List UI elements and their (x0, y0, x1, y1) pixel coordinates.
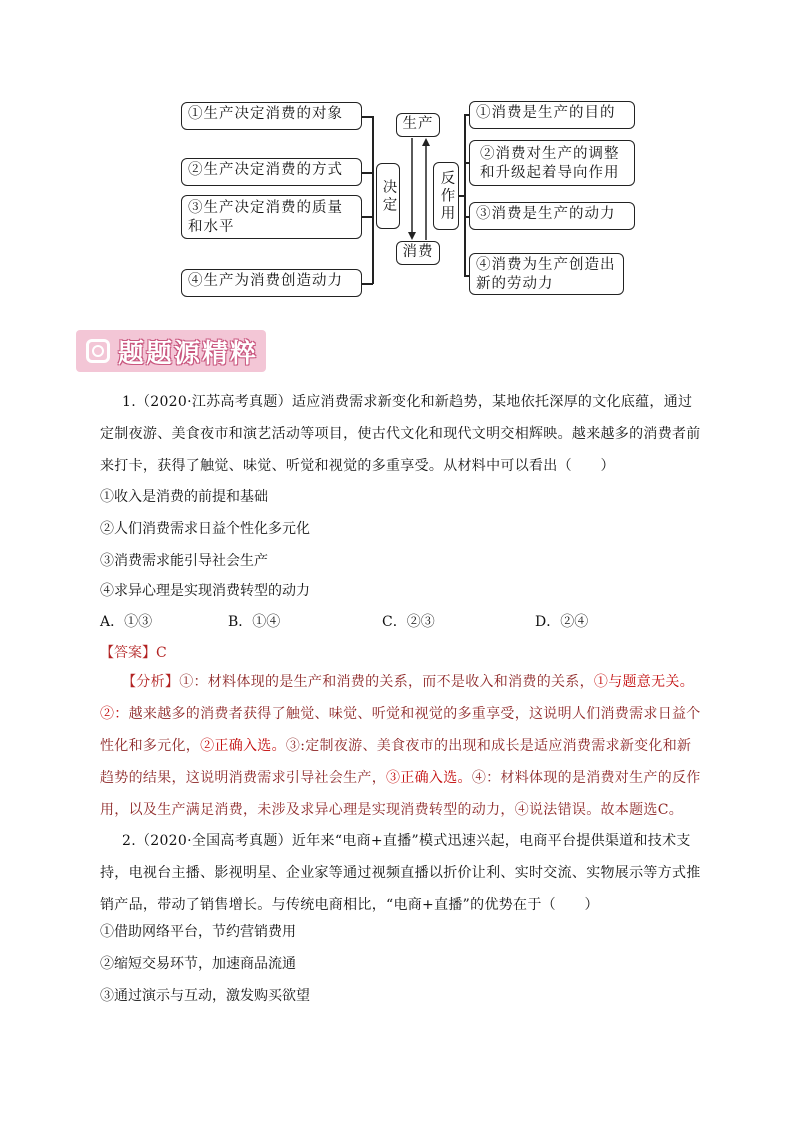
q1-choice-d: D．②④ (535, 614, 589, 630)
answer-label: 【答案】 (100, 645, 156, 661)
left-item-1: ①生产决定消费的对象 (181, 102, 362, 130)
production-box: 生产 (396, 113, 440, 137)
right-item-3: ③消费是生产的动力 (469, 202, 635, 230)
decide-label: 决定 (380, 178, 397, 214)
analysis-part-7: ④：材料体现的是消费对生产的反作用，以及生产满足消费，未涉及求异心理是实现消费转型的动力，④说法错误。故本题选C。 (100, 770, 701, 818)
q1-analysis (100, 666, 704, 826)
consumption-box: 消费 (396, 241, 440, 265)
q1-item-4: ④求异心理是实现消费转型的动力 (100, 583, 310, 599)
analysis-part-4: ②正确入选。 (200, 738, 286, 754)
reaction-label: 反作用 (438, 169, 455, 223)
answer-value: C (156, 645, 167, 661)
left-item-3-text: ③生产决定消费的质量和水平 (188, 200, 343, 235)
arrows (404, 136, 434, 242)
analysis-part-2: ①与题意无关。②： (100, 674, 695, 722)
q1-choice-a: A．①③ (100, 614, 153, 630)
q2-item-2: ②缩短交易环节，加速商品流通 (100, 956, 296, 972)
reaction-box (433, 162, 459, 230)
right-item-4 (469, 253, 624, 295)
question-1-stem: 1.（2020·江苏高考真题）适应消费需求新变化和新趋势，某地依托深厚的文化底蕴，通过定制夜游、美食夜市和演艺活动等项目，使古代文化和现代文明交相辉映。越来越多的消费者前来打卡，获得了触觉、味觉、听觉和视觉的多重享受。从材料中可以看出（ ） (100, 394, 701, 474)
q2-item-1: ①借助网络平台，节约营销费用 (100, 924, 296, 940)
analysis-part-3: 越来越多的消费者获得了触觉、味觉、听觉和视觉的多重享受，这说明人们消费需求日益个性化和多元化， (100, 706, 701, 754)
q1-item-1: ①收入是消费的前提和基础 (100, 489, 268, 505)
left-item-3 (181, 195, 362, 239)
right-item-2 (469, 140, 635, 186)
q1-item-2: ②人们消费需求日益个性化多元化 (100, 521, 310, 537)
analysis-label: 【分析】 (122, 674, 180, 690)
right-item-2-text: ②消费对生产的调整和升级起着导向作用 (480, 146, 620, 181)
question-2-stem: 2.（2020·全国高考真题）近年来“电商+直播”模式迅速兴起，电商平台提供渠道和技术支持，电视台主播、影视明星、企业家等通过视频直播以折价让利、实时交流、实物展示等方式推销产品，带动了销售增长。与传统电商相比，“电商+直播”的优势在于（ ） (100, 833, 701, 913)
analysis-part-6: ③正确入选。 (386, 770, 472, 786)
q2-item-3: ③通过演示与互动，激发购买欲望 (100, 988, 310, 1004)
q1-choice-c: C．②③ (382, 614, 435, 630)
right-item-4-text: ④消费为生产创造出新的劳动力 (476, 257, 616, 292)
right-item-1: ①消费是生产的目的 (469, 101, 635, 129)
q1-choice-b: B．①④ (228, 614, 281, 630)
q1-answer (100, 643, 167, 663)
connector (464, 114, 466, 276)
badge-icon (86, 339, 110, 363)
decide-box (376, 163, 400, 229)
analysis-part-1: ①：材料体现的是生产和消费的关系，而不是收入和消费的关系， (179, 674, 594, 690)
left-item-4: ④生产为消费创造动力 (181, 269, 362, 297)
q1-item-3: ③消费需求能引导社会生产 (100, 553, 268, 569)
connector (372, 116, 374, 284)
banner-title: 题题源精粹 (118, 338, 259, 369)
section-banner (76, 330, 266, 372)
left-item-2: ②生产决定消费的方式 (181, 158, 362, 186)
analysis-part-5: ③:定制夜游、美食夜市的出现和成长是适应消费需求新变化和新趋势的结果，这说明消费需求引导社会生产， (100, 738, 692, 786)
